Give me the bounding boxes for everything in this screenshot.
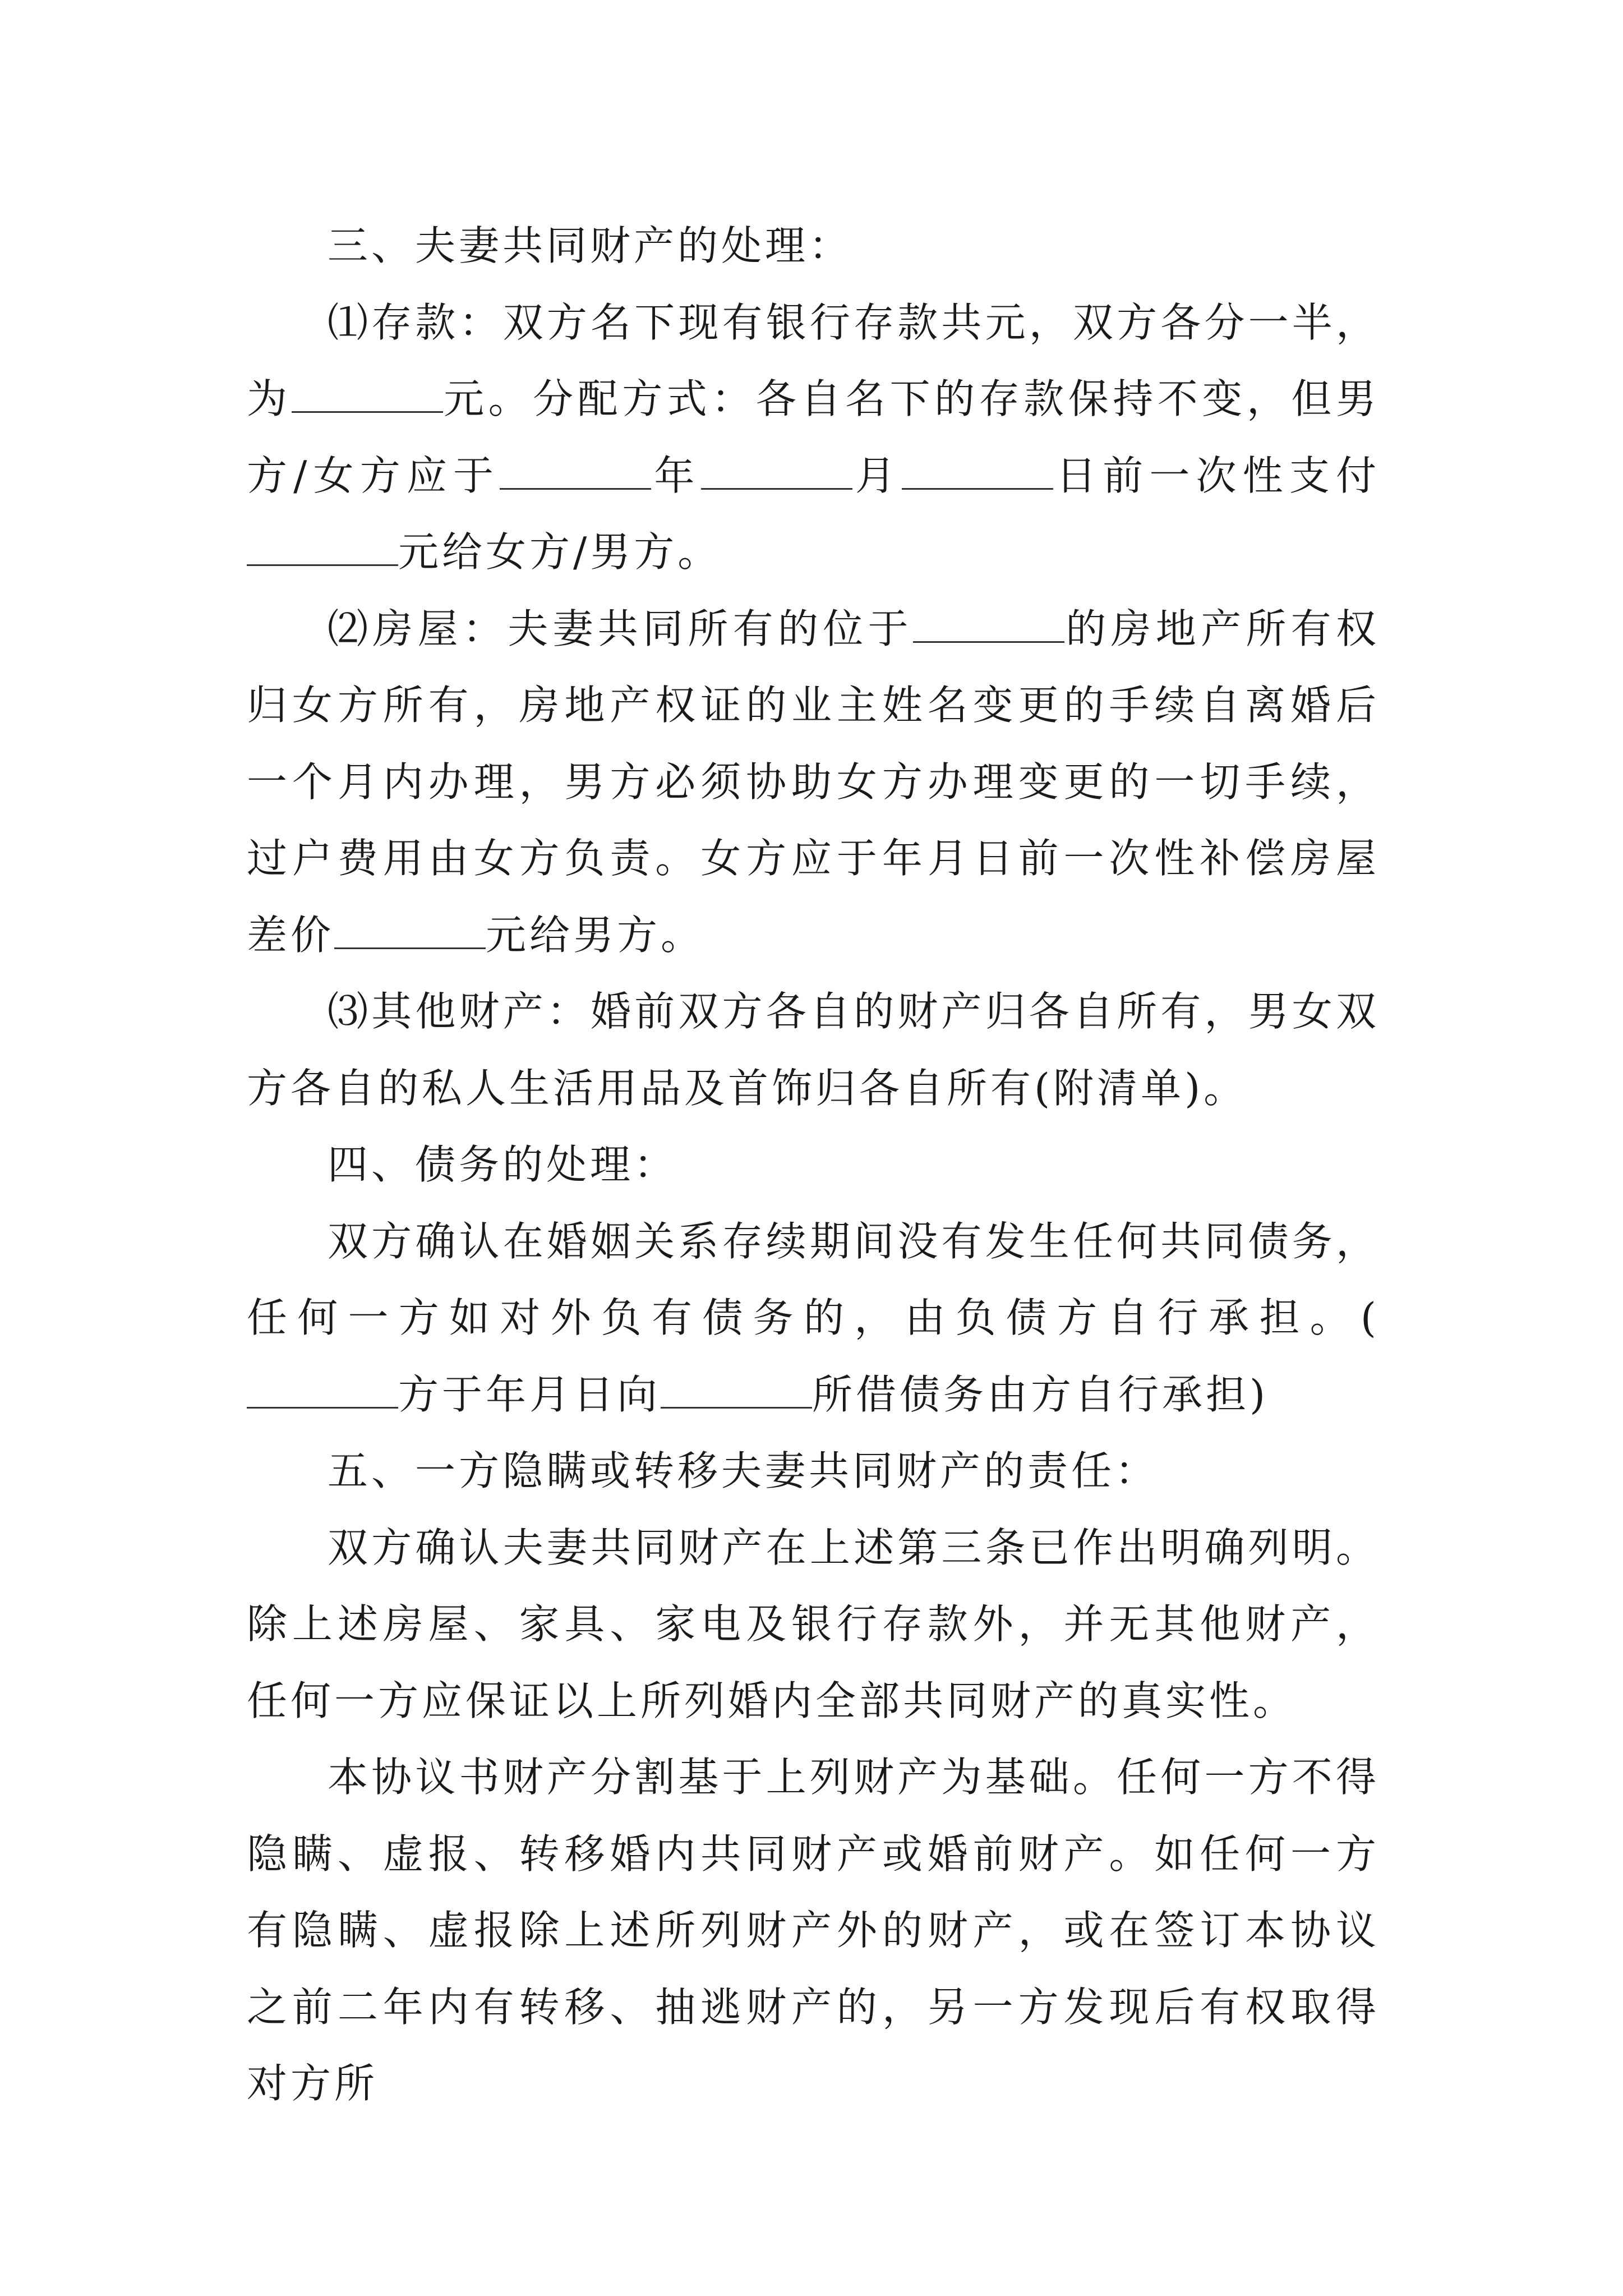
paragraph: [247, 208, 1380, 284]
text-segment: 本协议书财产分割基于上列财产为基础。任何一方不得隐瞒、虚报、转移婚内共同财产或婚前财产。如任何一方有隐瞒、虚报除上述所列财产外的财产，或在签订本协议之前二年内有转移、抽逃财产的，另一方发现后有权取得对方所: [247, 1754, 1380, 2107]
text-segment: 三、夫妻共同财产的处理：: [328, 222, 853, 269]
fill-in-blank: [292, 377, 443, 413]
text-segment: ⑶其他财产：婚前双方各自的财产归各自所有，男女双方各自的私人生活用品及首饰归各自所有(附清单)。: [247, 988, 1380, 1112]
fill-in-blank: [334, 913, 486, 949]
paragraph: [247, 1126, 1380, 1203]
fill-in-blank: [247, 530, 398, 566]
text-segment: ⑵房屋：夫妻共同所有的位于: [328, 605, 913, 652]
text-segment: 的房地产所有权归女方所有，房地产权证的业主姓名变更的手续自离婚后一个月内办理，男方必须协助女方办理变更的一切手续，过户费用由女方负责。女方应于年月日前一次性补偿房屋差价: [247, 605, 1380, 959]
fill-in-blank: [701, 453, 852, 489]
text-segment: 月: [852, 452, 902, 499]
fill-in-blank: [661, 1372, 812, 1408]
paragraph: [247, 1433, 1380, 1510]
paragraph: [247, 973, 1380, 1126]
text-segment: 所借债务由方自行承担): [812, 1370, 1269, 1418]
fill-in-blank: [913, 606, 1064, 642]
text-segment: 双方确认夫妻共同财产在上述第三条已作出明确列明。除上述房屋、家具、家电及银行存款外，并无其他财产，任何一方应保证以上所列婚内全部共同财产的真实性。: [247, 1524, 1380, 1724]
paragraph: [247, 1203, 1380, 1433]
text-segment: 元。分配方式：各自名下的存款保持不变，但男方/女方应于: [247, 375, 1380, 499]
text-segment: 元给男方。: [486, 911, 705, 959]
text-segment: 五、一方隐瞒或转移夫妻共同财产的责任：: [328, 1447, 1159, 1494]
paragraph: [247, 591, 1380, 974]
text-segment: 方于年月日向: [398, 1370, 661, 1418]
agreement-text: [247, 208, 1380, 2122]
text-segment: 双方确认在婚姻关系存续期间没有发生任何共同债务，任何一方如对外负有债务的，由负债方自行承担。(: [247, 1217, 1380, 1341]
text-segment: 四、债务的处理：: [328, 1141, 678, 1188]
fill-in-blank: [500, 453, 651, 489]
paragraph: [247, 1510, 1380, 1740]
paragraph: [247, 284, 1380, 591]
text-segment: ⑴存款：双方名下现有银行存款共元，双方各分一半，为: [247, 298, 1380, 422]
text-segment: 日前一次性支付: [1053, 452, 1380, 499]
text-segment: 元给女方/男方。: [398, 528, 722, 576]
fill-in-blank: [247, 1372, 398, 1408]
paragraph: [247, 1739, 1380, 2122]
text-segment: 年: [651, 452, 701, 499]
fill-in-blank: [902, 453, 1053, 489]
